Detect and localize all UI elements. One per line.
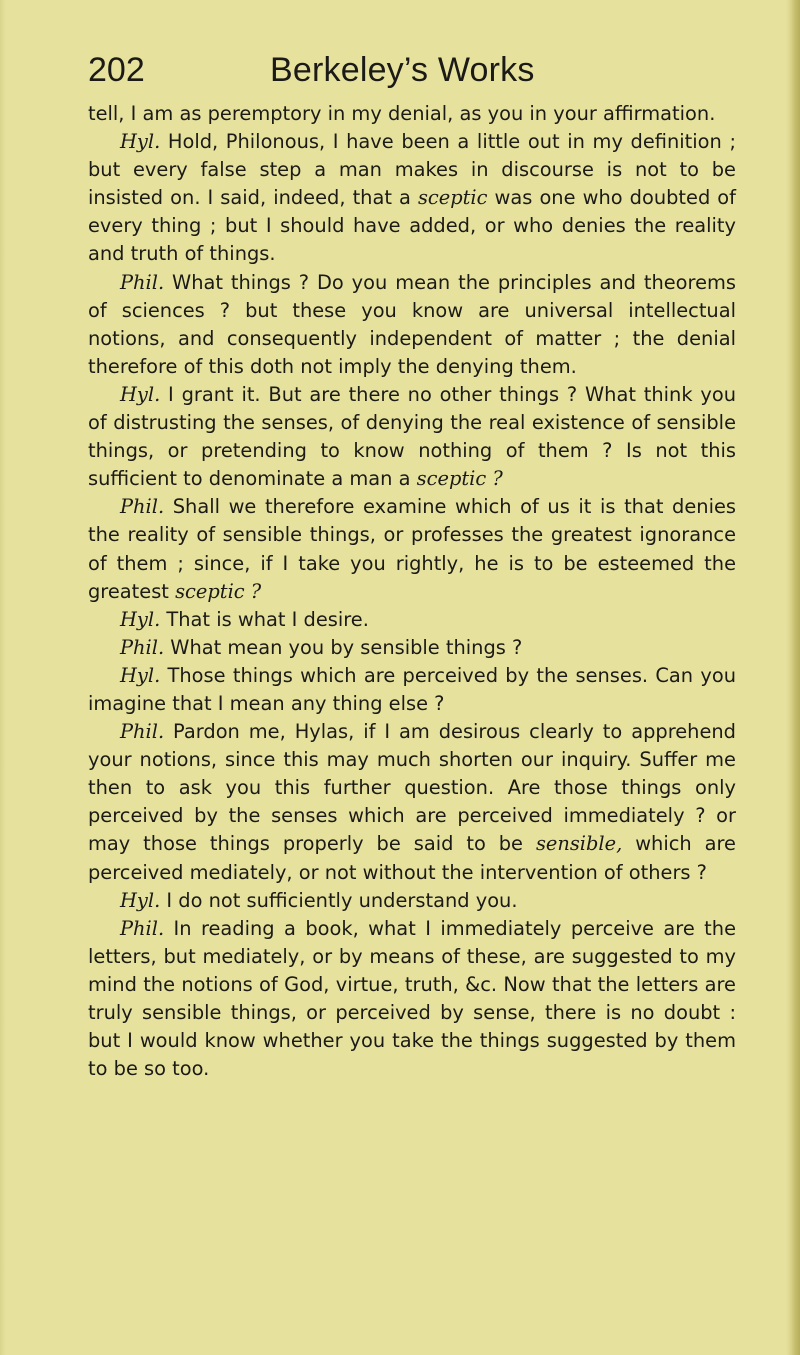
paragraph-text: Hold, Philonous, I have been a little out in my definition ; but every false step a man makes in discourse is not to be insisted on. I said, indeed, that a — [88, 130, 736, 210]
dialogue-paragraph — [88, 493, 736, 605]
emphasis-text: sceptic ? — [416, 467, 503, 491]
emphasis-text: sceptic — [417, 186, 488, 210]
page-header — [88, 40, 738, 100]
paragraph-text: I grant it. But are there no other things ? What think you of distrusting the senses, of denying the real existence of sensible things, or pretending to know nothing of them ? Is not this sufficient to denominate a man a — [88, 382, 736, 491]
dialogue-paragraph — [88, 718, 736, 887]
paragraph-text: Pardon me, Hylas, if I am desirous clearly to apprehend your notions, since this may much shorten our inquiry. Suffer me then to ask you this further question. Are those things only perceived by the senses which are perceived immediately ? or may those things properly be said to be — [88, 720, 736, 856]
speaker-name: Phil. — [120, 270, 165, 294]
speaker-name: Phil. — [120, 916, 165, 940]
dialogue-paragraph — [88, 128, 736, 268]
paragraph-text: That is what I desire. — [166, 607, 369, 631]
paragraph-text: Those things which are perceived by the senses. Can you imagine that I mean any thing else ? — [88, 663, 736, 715]
emphasis-text: sensible, — [535, 832, 623, 856]
paragraph-continuation — [88, 100, 736, 128]
page-right-edge-shadow — [786, 0, 800, 1355]
paragraph-text: What things ? Do you mean the principles and theorems of sciences ? but these you know are universal intellectual notions, and consequently independent of matter ; the denial therefore of this doth not imply the denying them. — [88, 270, 736, 378]
speaker-name: Hyl. — [120, 382, 161, 406]
speaker-name: Phil. — [120, 720, 165, 744]
dialogue-paragraph — [88, 915, 736, 1084]
paragraph-text: was one who doubted of every thing ; but I should have added, or who denies the reality and truth of things. — [88, 186, 736, 266]
speaker-name: Phil. — [120, 495, 165, 519]
speaker-name: Hyl. — [120, 607, 161, 631]
speaker-name: Hyl. — [120, 663, 161, 687]
paragraph-text: What mean you by sensible things ? — [170, 635, 523, 659]
dialogue-paragraph — [88, 662, 736, 718]
speaker-name: Phil. — [120, 635, 165, 659]
body-text — [88, 100, 736, 1083]
speaker-name: Hyl. — [120, 130, 161, 154]
dialogue-paragraph — [88, 634, 736, 662]
dialogue-paragraph — [88, 269, 736, 381]
paragraph-text: tell, I am as peremptory in my denial, as you in your affirmation. — [88, 102, 716, 125]
dialogue-paragraph — [88, 606, 736, 634]
speaker-name: Hyl. — [120, 888, 161, 912]
emphasis-text: sceptic ? — [175, 579, 262, 603]
page-left-edge-shadow — [0, 0, 6, 1355]
page-number: 202 — [88, 51, 145, 89]
paragraph-text: Shall we therefore examine which of us it is that denies the reality of sensible things, or professes the greatest ignorance of them ; since, if I take you rightly, he is to be esteemed the greatest — [88, 495, 736, 603]
paragraph-text: In reading a book, what I immediately perceive are the letters, but mediately, or by means of these, are suggested to my mind the notions of God, virtue, truth, &c. Now that the letters are truly sensible things, or perceived by sense, there is no doubt : but I would know whether you take the things suggested by them to be so too. — [88, 916, 736, 1081]
running-title: Berkeley’s Works — [270, 51, 535, 89]
dialogue-paragraph — [88, 887, 736, 915]
paragraph-text: I do not sufficiently understand you. — [166, 888, 518, 912]
dialogue-paragraph — [88, 381, 736, 493]
paragraph-text: which are perceived mediately, or not without the intervention of others ? — [88, 832, 736, 884]
